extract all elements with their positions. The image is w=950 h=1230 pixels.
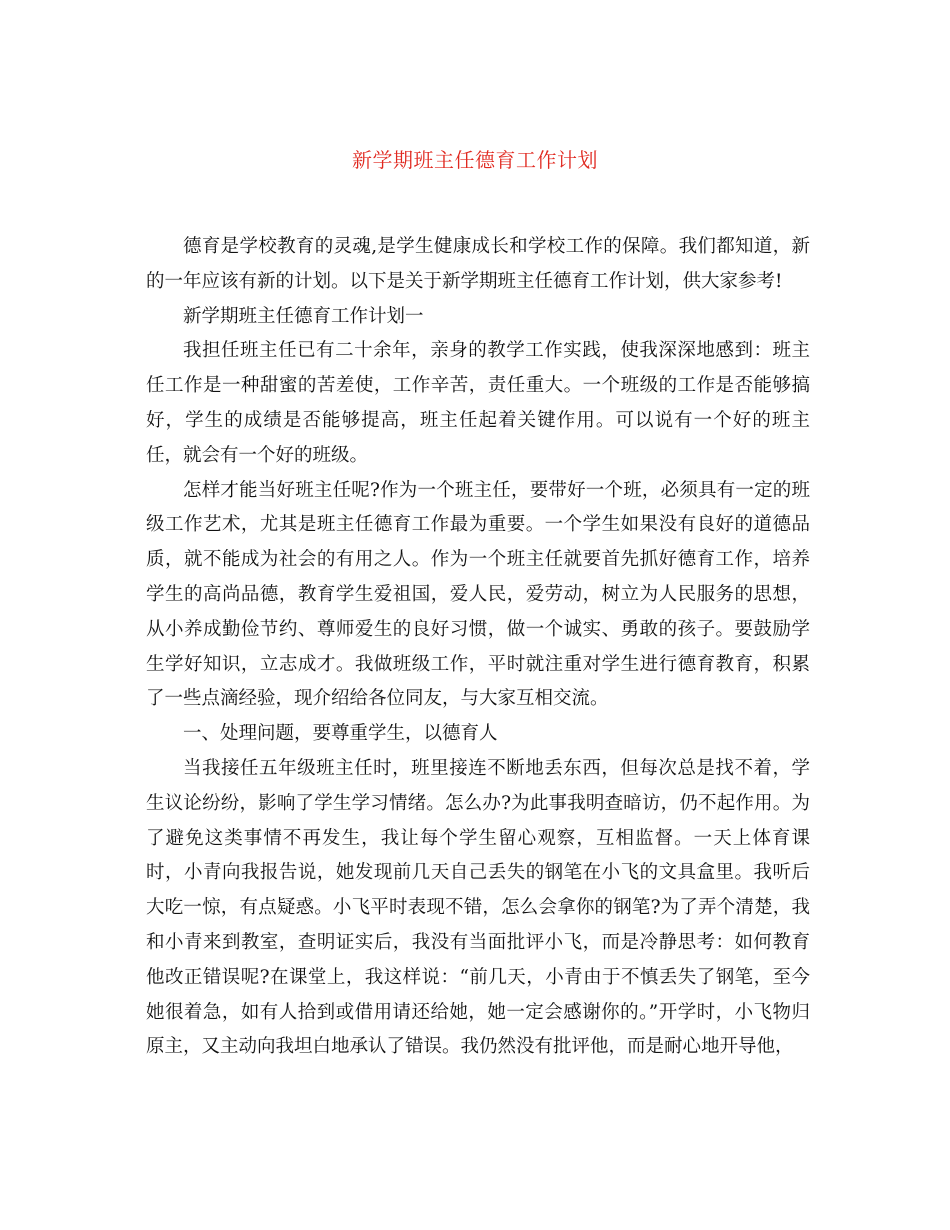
- intro-paragraph: 德育是学校教育的灵魂,是学生健康成长和学校工作的保障。我们都知道，新的一年应该有新的计划。以下是关于新学期班主任德育工作计划，供大家参考!: [146, 236, 810, 292]
- section-heading-plan-one: 新学期班主任德育工作计划一: [183, 305, 424, 327]
- body-paragraph: 怎样才能当好班主任呢?作为一个班主任，要带好一个班，必须具有一定的班级工作艺术，尤其是班主任德育工作最为重要。一个学生如果没有良好的道德品质，就不能成为社会的有用之人。作为一个班主任就要首先抓好德育工作，培养学生的高尚品德，教育学生爱祖国，爱人民，爱劳动，树立为人民服务的思想，从小养成勤俭节约、尊师爱生的良好习惯，做一个诚实、勇敢的孩子。要鼓励学生学好知识，立志成才。我做班级工作，平时就注重对学生进行德育教育，积累了一些点滴经验，现介绍给各位同友，与大家互相交流。: [146, 479, 810, 710]
- body-paragraph: 我担任班主任已有二十余年，亲身的教学工作实践，使我深深地感到：班主任工作是一种甜蜜的苦差使，工作辛苦，责任重大。一个班级的工作是否能够搞好，学生的成绩是否能够提高，班主任起着关键作用。可以说有一个好的班主任，就会有一个好的班级。: [146, 340, 810, 466]
- body-paragraph: 当我接任五年级班主任时，班里接连不断地丢东西，但每次总是找不着，学生议论纷纷，影响了学生学习情绪。怎么办?为此事我明查暗访，仍不起作用。为了避免这类事情不再发生，我让每个学生留心观察，互相监督。一天上体育课时，小青向我报告说，她发现前几天自己丢失的钢笔在小飞的文具盒里。我听后大吃一惊，有点疑惑。小飞平时表现不错，怎么会拿你的钢笔?为了弄个清楚，我和小青来到教室，查明证实后，我没有当面批评小飞，而是冷静思考：如何教育他改正错误呢?在课堂上，我这样说：“前几天，小青由于不慎丢失了钢笔，至今她很着急，如有人拾到或借用请还给她，她一定会感谢你的。”开学时，小飞物归原主，又主动向我坦白地承认了错误。我仍然没有批评他，而是耐心地开导他，: [146, 757, 810, 1058]
- document-title: 新学期班主任德育工作计划: [352, 148, 598, 172]
- document-body: [146, 230, 810, 1065]
- section-heading-point-one: 一、处理问题，要尊重学生，以德育人: [183, 723, 498, 745]
